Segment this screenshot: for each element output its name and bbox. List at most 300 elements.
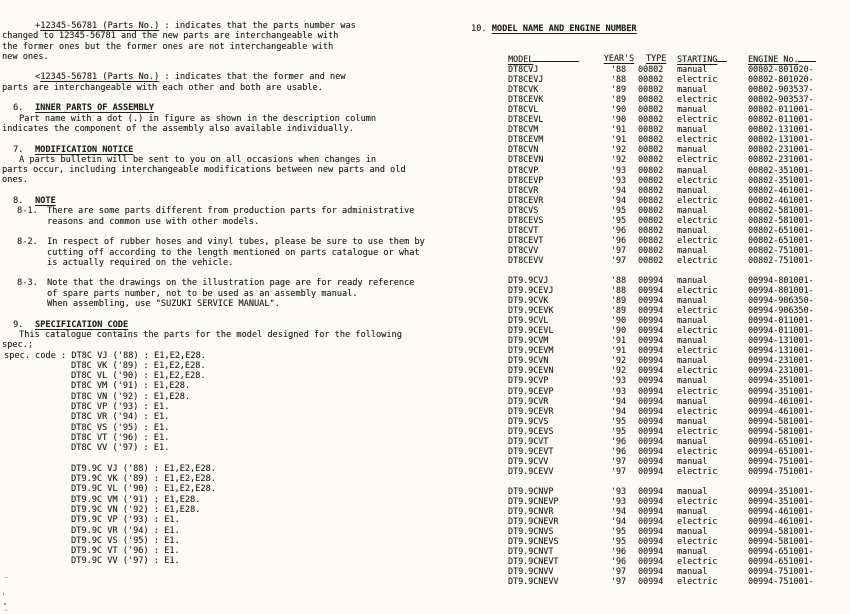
type-cell: 00802 <box>638 204 664 215</box>
model-cell: DT9.9CVL <box>508 315 549 326</box>
starting-cell: manual <box>677 104 708 115</box>
section-body <box>2 206 432 309</box>
section-heading-model-engine <box>471 24 637 34</box>
table-row <box>508 556 838 566</box>
text-line: new ones. <box>2 51 49 62</box>
starting-cell: manual <box>677 274 708 285</box>
model-cell: DT9.9CVR <box>508 395 549 406</box>
table-row <box>508 446 838 456</box>
engine-no-cell: 00994-461001- <box>748 516 814 527</box>
starting-cell: manual <box>677 415 708 426</box>
engine-no-cell: 00994-131001- <box>748 335 814 346</box>
spec-code-entry: DT8C VJ ('88) : E1,E2,E28. <box>71 350 206 361</box>
year-cell: '93 <box>610 174 626 185</box>
year-cell: '89 <box>610 94 626 105</box>
note-item-label: 8-1. <box>17 206 38 217</box>
model-cell: DT8CVL <box>508 104 539 115</box>
type-cell: 00802 <box>638 244 664 255</box>
model-cell: DT8CEVM <box>508 134 544 145</box>
year-cell: '95 <box>610 536 626 547</box>
type-cell: 00994 <box>638 375 664 386</box>
text-line: is actually required on the vehicle. <box>47 257 234 268</box>
table-row <box>508 74 838 84</box>
model-cell: DT8CVS <box>508 204 539 215</box>
starting-cell: manual <box>677 395 708 406</box>
year-cell: '96 <box>610 224 626 235</box>
table-row <box>508 144 838 154</box>
year-cell: '97 <box>610 455 626 466</box>
year-cell: '94 <box>610 405 626 416</box>
starting-cell: electric <box>677 254 718 265</box>
text-line: DT9.9C VR ('94) : E1. <box>71 525 180 536</box>
table-row <box>508 426 838 436</box>
model-cell: DT8CEVN <box>508 154 544 165</box>
model-cell: DT9.9CVK <box>508 295 549 306</box>
engine-no-cell: 00802-131001- <box>748 124 814 135</box>
table-row <box>508 175 838 185</box>
note-item-lines <box>47 237 432 268</box>
header-model <box>508 53 600 64</box>
model-cell: DT9.9CEVM <box>508 345 554 356</box>
year-cell: '95 <box>610 214 626 225</box>
type-cell: 00994 <box>638 274 664 285</box>
year-cell: '91 <box>610 345 626 356</box>
text-line: DT8C VP ('93) : E1. <box>71 401 170 412</box>
section-number: 6. <box>13 103 24 114</box>
text-line: DT9.9C VS ('95) : E1. <box>71 535 180 546</box>
type-cell: 00994 <box>638 516 664 527</box>
type-cell: 00802 <box>638 214 664 225</box>
table-row <box>508 406 838 416</box>
table-row <box>508 335 838 345</box>
type-cell: 00994 <box>638 315 664 326</box>
engine-no-cell: 00994-906350- <box>748 295 814 306</box>
note-item-lines <box>47 278 432 309</box>
year-cell: '92 <box>610 144 626 155</box>
engine-no-cell: 00994-581001- <box>748 536 814 547</box>
text-line: the former ones but the former ones are not interchangeable with <box>2 41 334 52</box>
starting-cell: electric <box>677 405 718 416</box>
starting-cell: electric <box>677 325 718 336</box>
starting-cell: manual <box>677 164 708 175</box>
model-cell: DT9.9CNEVT <box>508 556 559 567</box>
table-row <box>508 345 838 355</box>
starting-cell: electric <box>677 465 718 476</box>
table-row <box>508 466 838 476</box>
starting-cell: manual <box>677 335 708 346</box>
starting-cell: manual <box>677 455 708 466</box>
model-cell: DT9.9CVS <box>508 415 549 426</box>
starting-cell: manual <box>677 355 708 366</box>
starting-cell: manual <box>677 124 708 135</box>
type-cell: 00994 <box>638 455 664 466</box>
starting-cell: electric <box>677 425 718 436</box>
model-cell: DT9.9CEVJ <box>508 285 554 296</box>
section-body <box>2 114 432 135</box>
text-line: DT9.9C VV ('97) : E1. <box>71 556 180 567</box>
table-row <box>508 576 838 586</box>
note-text: : indicates that the former and new <box>159 72 346 83</box>
table-row <box>508 325 838 335</box>
text-line: DT9.9C VL ('90) : E1,E2,E28. <box>71 484 216 495</box>
table-row <box>508 84 838 94</box>
header-starting <box>677 53 748 64</box>
table-body <box>508 64 838 586</box>
engine-no-cell: 00994-651001- <box>748 445 814 456</box>
engine-no-cell: 00994-131001- <box>748 345 814 356</box>
year-cell: '93 <box>610 495 626 506</box>
year-cell: '95 <box>610 526 626 537</box>
year-cell: '97 <box>610 244 626 255</box>
starting-cell: electric <box>677 94 718 105</box>
starting-cell: electric <box>677 154 718 165</box>
spec-code-label: spec. code : <box>4 350 72 361</box>
engine-no-cell: 00994-906350- <box>748 305 814 316</box>
year-cell: '95 <box>610 415 626 426</box>
table-header-row <box>508 53 838 64</box>
model-cell: DT9.9CEVK <box>508 305 554 316</box>
text-line: Part name with a dot (.) in figure as shown in the description column <box>19 113 376 124</box>
type-cell: 00802 <box>638 164 664 175</box>
note-first-line <box>2 72 432 82</box>
model-cell: DT8CVV <box>508 244 539 255</box>
year-cell: '93 <box>610 385 626 396</box>
blank-line <box>2 453 432 463</box>
starting-cell: electric <box>677 174 718 185</box>
starting-cell: electric <box>677 445 718 456</box>
parts-number-code: 12345-56781 (Parts No.) <box>40 72 160 83</box>
model-cell: DT9.9CVP <box>508 375 549 386</box>
year-cell: '96 <box>610 234 626 245</box>
starting-cell: manual <box>677 566 708 577</box>
type-cell: 00994 <box>638 325 664 336</box>
type-cell: 00802 <box>638 194 664 205</box>
table-row <box>508 526 838 536</box>
header-year <box>600 53 634 64</box>
table-row <box>508 396 838 406</box>
table-row <box>508 195 838 205</box>
text-line: In respect of rubber hoses and vinyl tubes, please be sure to use them by <box>47 237 425 248</box>
section-number: 9. <box>13 319 24 330</box>
parts-number-notes <box>2 21 432 93</box>
year-cell: '88 <box>610 74 626 85</box>
table-row <box>508 104 838 114</box>
type-cell: 00994 <box>638 355 664 366</box>
type-cell: 00994 <box>638 295 664 306</box>
starting-cell: electric <box>677 74 718 85</box>
engine-no-cell: 00802-651001- <box>748 234 814 245</box>
model-cell: DT9.9CEVP <box>508 385 554 396</box>
starting-cell: manual <box>677 526 708 537</box>
numbered-section <box>2 145 432 186</box>
engine-no-cell: 00802-231001- <box>748 154 814 165</box>
model-cell: DT9.9CNVT <box>508 546 554 557</box>
text-line: DT8C VL ('90) : E1,E2,E28. <box>71 371 206 382</box>
interchange-symbol: < <box>35 72 41 83</box>
year-cell: '91 <box>610 124 626 135</box>
engine-no-cell: 00994-651001- <box>748 556 814 567</box>
year-cell: '92 <box>610 355 626 366</box>
type-cell: 00802 <box>638 224 664 235</box>
type-cell: 00994 <box>638 465 664 476</box>
type-cell: 00802 <box>638 94 664 105</box>
table-row <box>508 94 838 104</box>
text-line: DT9.9C VN ('92) : E1,E28. <box>71 504 201 515</box>
year-cell: '90 <box>610 104 626 115</box>
year-cell: '88 <box>610 274 626 285</box>
text-line: Note that the drawings on the illustration page are for ready reference <box>47 278 415 289</box>
table-row <box>508 496 838 506</box>
engine-no-cell: 00994-651001- <box>748 546 814 557</box>
text-line: DT8C VM ('91) : E1,E28. <box>71 381 190 392</box>
model-cell: DT9.9CEVV <box>508 465 554 476</box>
starting-cell: manual <box>677 84 708 95</box>
model-cell: DT9.9CNEVP <box>508 495 559 506</box>
engine-no-cell: 00994-581001- <box>748 415 814 426</box>
engine-no-cell: 00802-903537- <box>748 94 814 105</box>
type-cell: 00802 <box>638 124 664 135</box>
model-cell: DT9.9CEVN <box>508 365 554 376</box>
starting-cell: electric <box>677 114 718 125</box>
starting-cell: electric <box>677 134 718 145</box>
year-cell: '91 <box>610 335 626 346</box>
engine-no-cell: 00994-351001- <box>748 495 814 506</box>
starting-cell: electric <box>677 495 718 506</box>
table-row <box>508 566 838 576</box>
year-cell: '92 <box>610 365 626 376</box>
year-cell: '95 <box>610 204 626 215</box>
note-item-lines <box>47 206 432 227</box>
model-cell: DT9.9CNVP <box>508 485 554 496</box>
table-row <box>508 546 838 556</box>
model-cell: DT9.9CEVR <box>508 405 554 416</box>
scan-speck <box>3 593 4 595</box>
text-line: DT9.9C VP ('93) : E1. <box>71 515 180 526</box>
type-cell: 00994 <box>638 495 664 506</box>
model-cell: DT8CEVS <box>508 214 544 225</box>
type-cell: 00994 <box>638 425 664 436</box>
engine-no-cell: 00994-351001- <box>748 485 814 496</box>
year-cell: '94 <box>610 516 626 527</box>
interchange-symbol: + <box>35 21 41 31</box>
table-row <box>508 315 838 325</box>
model-cell: DT8CEVJ <box>508 74 544 85</box>
year-cell: '97 <box>610 566 626 577</box>
year-cell: '97 <box>610 254 626 265</box>
scan-speck <box>4 603 6 605</box>
type-cell: 00994 <box>638 385 664 396</box>
model-cell: DT9.9CNEVS <box>508 536 559 547</box>
section-title: MODIFICATION NOTICE <box>35 144 134 155</box>
section-body <box>2 330 432 567</box>
note-wrap-lines <box>2 31 432 62</box>
note-item <box>2 237 432 268</box>
header-label: YEAR'S <box>603 53 634 63</box>
table-row <box>508 365 838 375</box>
section-heading <box>2 320 432 330</box>
table-row <box>508 114 838 124</box>
table-row <box>508 225 838 235</box>
type-cell: 00802 <box>638 114 664 125</box>
starting-cell: manual <box>677 144 708 155</box>
year-cell: '93 <box>610 164 626 175</box>
starting-cell: manual <box>677 204 708 215</box>
starting-cell: electric <box>677 516 718 527</box>
text-line: indicates the component of the assembly also available individually. <box>2 123 354 134</box>
header-label: STARTING <box>677 54 718 64</box>
engine-no-cell: 00994-461001- <box>748 506 814 517</box>
model-cell: DT9.9CVJ <box>508 274 549 285</box>
numbered-section <box>2 320 432 567</box>
note-text: : indicates that the parts number was <box>159 21 356 31</box>
scan-speck <box>5 610 7 611</box>
spec-code-line <box>2 351 432 361</box>
model-engine-table <box>508 53 838 586</box>
year-cell: '93 <box>610 485 626 496</box>
section-heading <box>2 103 432 113</box>
engine-no-cell: 00994-751001- <box>748 576 814 587</box>
year-cell: '97 <box>610 576 626 587</box>
table-row <box>508 386 838 396</box>
table-row <box>508 255 838 265</box>
text-line: A parts bulletin will be sent to you on all occasions when changes in <box>19 154 376 165</box>
text-line: This catalogue contains the parts for the model designed for the following <box>19 329 402 340</box>
starting-cell: manual <box>677 506 708 517</box>
text-line: DT8C VK ('89) : E1,E2,E28. <box>71 360 206 371</box>
model-cell: DT8CEVV <box>508 254 544 265</box>
text-line: When assembling, use "SUZUKI SERVICE MANUAL". <box>47 299 280 310</box>
engine-no-cell: 00994-751001- <box>748 465 814 476</box>
starting-cell: manual <box>677 546 708 557</box>
table-row <box>508 124 838 134</box>
starting-cell: electric <box>677 576 718 587</box>
type-cell: 00994 <box>638 546 664 557</box>
engine-no-cell: 00994-011001- <box>748 325 814 336</box>
starting-cell: electric <box>677 194 718 205</box>
model-cell: DT8CEVK <box>508 94 544 105</box>
table-row <box>508 285 838 295</box>
starting-cell: electric <box>677 345 718 356</box>
blank-line <box>508 265 838 275</box>
table-row <box>508 134 838 144</box>
starting-cell: electric <box>677 365 718 376</box>
starting-cell: manual <box>677 184 708 195</box>
model-cell: DT9.9CNVR <box>508 506 554 517</box>
model-cell: DT9.9CNEVR <box>508 516 559 527</box>
year-cell: '95 <box>610 425 626 436</box>
engine-no-cell: 00994-351001- <box>748 385 814 396</box>
engine-no-cell: 00994-751001- <box>748 455 814 466</box>
table-row <box>508 154 838 164</box>
note-wrap-lines <box>2 83 432 93</box>
year-cell: '88 <box>610 285 626 296</box>
year-cell: '90 <box>610 315 626 326</box>
model-cell: DT8CEVL <box>508 114 544 125</box>
header-label: ENGINE No. <box>748 54 799 64</box>
note-item-label: 8-2. <box>17 237 38 248</box>
year-cell: '94 <box>610 395 626 406</box>
text-line: DT8C VS ('95) : E1. <box>71 422 170 433</box>
text-line: of spare parts number, not to be used as an assembly manual. <box>47 288 358 299</box>
year-cell: '96 <box>610 435 626 446</box>
starting-cell: manual <box>677 315 708 326</box>
type-cell: 00802 <box>638 74 664 85</box>
section-title: NOTE <box>35 196 56 207</box>
engine-no-cell: 00994-581001- <box>748 425 814 436</box>
starting-cell: electric <box>677 385 718 396</box>
text-line: ones. <box>2 175 28 186</box>
starting-cell: manual <box>677 244 708 255</box>
year-cell: '93 <box>610 375 626 386</box>
text-line: DT9.9C VT ('96) : E1. <box>71 546 180 557</box>
starting-cell: manual <box>677 295 708 306</box>
model-cell: DT8CVP <box>508 164 539 175</box>
engine-no-cell: 00994-011001- <box>748 315 814 326</box>
year-cell: '96 <box>610 546 626 557</box>
type-cell: 00994 <box>638 305 664 316</box>
table-row <box>508 375 838 385</box>
text-line: DT8C VT ('96) : E1. <box>71 432 170 443</box>
type-cell: 00994 <box>638 526 664 537</box>
model-cell: DT9.9CEVL <box>508 325 554 336</box>
engine-no-cell: 00994-231001- <box>748 355 814 366</box>
engine-no-cell: 00994-751001- <box>748 566 814 577</box>
starting-cell: manual <box>677 485 708 496</box>
model-cell: DT8CEVR <box>508 194 544 205</box>
engine-no-cell: 00994-461001- <box>748 395 814 406</box>
type-cell: 00994 <box>638 556 664 567</box>
model-cell: DT9.9CEVS <box>508 425 554 436</box>
text-line: DT8C VR ('94) : E1. <box>71 412 170 423</box>
year-cell: '89 <box>610 295 626 306</box>
year-cell: '90 <box>610 114 626 125</box>
section-heading <box>2 145 432 155</box>
engine-no-cell: 00802-801020- <box>748 74 814 85</box>
parts-number-code: 12345-56781 (Parts No.) <box>40 21 160 31</box>
table-row <box>508 64 838 74</box>
type-cell: 00802 <box>638 134 664 145</box>
year-cell: '96 <box>610 556 626 567</box>
model-cell: DT9.9CVT <box>508 435 549 446</box>
engine-no-cell: 00802-131001- <box>748 134 814 145</box>
engine-no-cell: 00994-231001- <box>748 365 814 376</box>
section-number: 10. <box>471 24 487 34</box>
type-cell: 00994 <box>638 335 664 346</box>
model-cell: DT8CVK <box>508 84 539 95</box>
year-cell: '94 <box>610 184 626 195</box>
header-label: MODEL <box>508 54 534 64</box>
starting-cell: manual <box>677 435 708 446</box>
table-row <box>508 305 838 315</box>
type-cell: 00802 <box>638 104 664 115</box>
table-row <box>508 456 838 466</box>
engine-no-cell: 00802-011001- <box>748 114 814 125</box>
note-item <box>2 278 432 309</box>
text-line: parts occur, including interchangeable modifications between new parts and old <box>2 165 406 176</box>
engine-no-cell: 00802-751001- <box>748 244 814 255</box>
table-row <box>508 436 838 446</box>
section-title: SPECIFICATION CODE <box>35 319 129 330</box>
engine-no-cell: 00994-581001- <box>748 526 814 537</box>
year-cell: '89 <box>610 84 626 95</box>
type-cell: 00994 <box>638 345 664 356</box>
starting-cell: manual <box>677 64 708 75</box>
starting-cell: manual <box>677 224 708 235</box>
model-cell: DT9.9CEVT <box>508 445 554 456</box>
table-row <box>508 486 838 496</box>
engine-no-cell: 00802-581001- <box>748 214 814 225</box>
text-line: DT9.9C VJ ('88) : E1,E2,E28. <box>71 463 216 474</box>
